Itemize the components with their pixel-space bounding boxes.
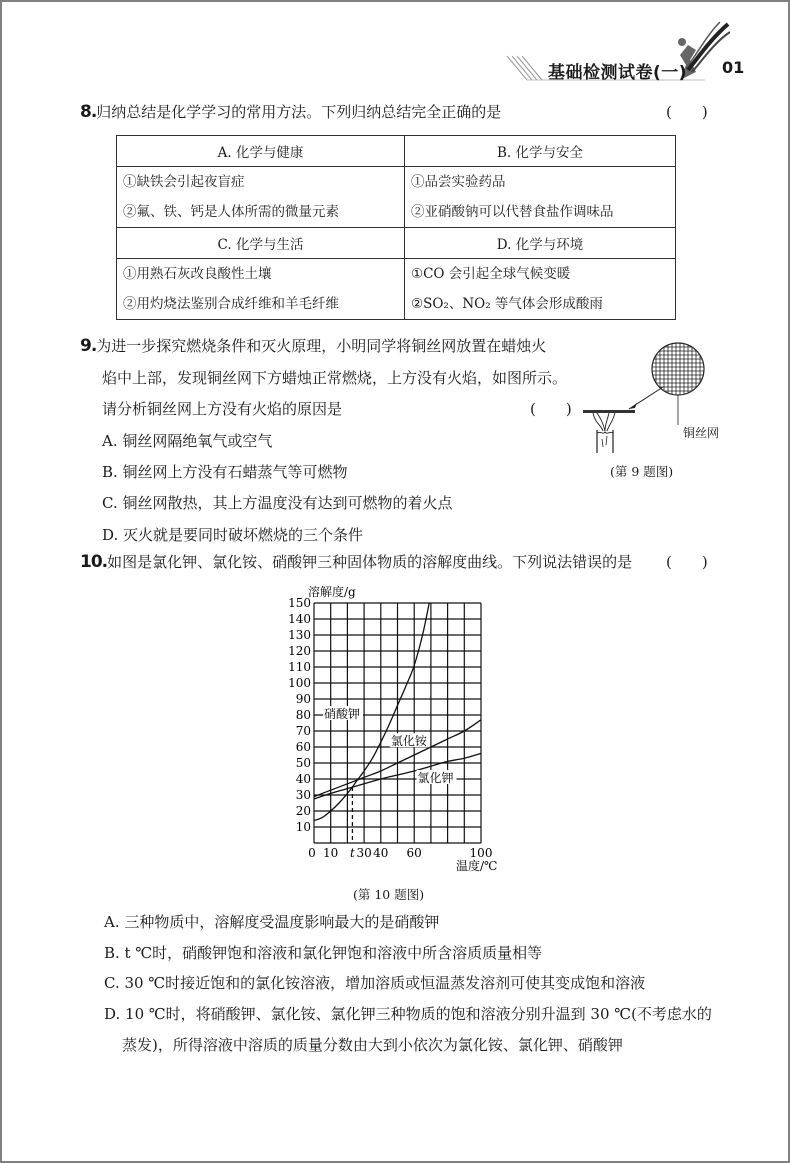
q8-cell-heading: B. 化学与安全 bbox=[404, 136, 675, 167]
q10-option-c[interactable]: C. 30 ℃时接近饱和的氯化铵溶液，增加溶质或恒温蒸发溶剂可使其变成饱和溶液 bbox=[104, 974, 646, 992]
copper-mesh-icon bbox=[651, 341, 708, 399]
q9-mesh-label: 铜丝网 bbox=[683, 426, 720, 440]
q8-cell bbox=[404, 259, 675, 320]
solubility-chart bbox=[270, 580, 510, 880]
q8-cell-heading: C. 化学与生活 bbox=[117, 228, 405, 259]
y-axis-label: 溶解度/g bbox=[308, 585, 356, 599]
q9-stem-text: 焰中上部，发现铜丝网下方蜡烛正常燃烧，上方没有火焰，如图所示。 bbox=[102, 369, 568, 387]
q8-cell-item: ②亚硝酸钠可以代替食盐作调味品 bbox=[410, 204, 614, 220]
q9-stem-line bbox=[80, 336, 546, 356]
y-tick-label: 90 bbox=[295, 692, 311, 706]
q10-option-d-continued: 蒸发)，所得溶液中溶质的质量分数由大到小依次为氯化铵、氯化钾、硝酸钾 bbox=[122, 1036, 623, 1054]
y-tick-label: 50 bbox=[295, 756, 311, 770]
q8-stem-line bbox=[80, 102, 501, 122]
q8-table-header-row bbox=[117, 136, 676, 167]
chart-grid bbox=[314, 603, 481, 843]
q10-number: 10. bbox=[80, 552, 108, 572]
q10-answer-blank[interactable]: ( ) bbox=[666, 553, 708, 571]
q8-cell-item: ①CO 会引起全球气候变暖 bbox=[410, 266, 571, 282]
q9-number: 9. bbox=[80, 336, 97, 356]
q8-cell bbox=[117, 259, 405, 320]
y-tick-label: 150 bbox=[288, 596, 311, 610]
q9-stem-text: 为进一步探究燃烧条件和灭火原理，小明同学将铜丝网放置在蜡烛火 bbox=[96, 337, 547, 355]
x-axis-label: 温度/℃ bbox=[456, 859, 498, 873]
q8-table bbox=[116, 135, 676, 320]
y-tick-label: 100 bbox=[288, 676, 311, 690]
q8-answer-blank[interactable]: ( ) bbox=[666, 103, 708, 121]
q8-cell-heading: D. 化学与环境 bbox=[404, 228, 675, 259]
y-tick-label: 20 bbox=[295, 804, 311, 818]
q8-cell-item: ①品尝实验药品 bbox=[410, 174, 506, 190]
y-tick-label: 30 bbox=[295, 788, 311, 802]
q9-option-c[interactable]: C. 铜丝网散热，其上方温度没有达到可燃物的着火点 bbox=[102, 494, 453, 512]
q8-cell bbox=[404, 167, 675, 228]
q8-number: 8. bbox=[80, 102, 97, 122]
q9-answer-blank[interactable]: ( ) bbox=[530, 400, 572, 418]
q9-option-d[interactable]: D. 灭火就是要同时破坏燃烧的三个条件 bbox=[102, 526, 364, 544]
q9-figure-caption: (第 9 题图) bbox=[610, 464, 674, 479]
y-tick-label: 130 bbox=[288, 628, 311, 642]
q10-option-b[interactable]: B. t ℃时，硝酸钾饱和溶液和氯化钾饱和溶液中所含溶质质量相等 bbox=[104, 944, 543, 962]
x-tick-label: 30 bbox=[356, 846, 372, 860]
x-tick-label: t bbox=[349, 846, 355, 860]
series-label: 硝酸钾 bbox=[324, 707, 361, 721]
x-tick-label: 60 bbox=[406, 846, 422, 860]
q9-option-a[interactable]: A. 铜丝网隔绝氧气或空气 bbox=[102, 432, 273, 450]
x-tick-label: 40 bbox=[373, 846, 389, 860]
q8-cell-item: ①缺铁会引起夜盲症 bbox=[123, 174, 245, 190]
q10-stem-line bbox=[80, 552, 632, 572]
q8-cell-item: ②用灼烧法鉴别合成纤维和羊毛纤维 bbox=[123, 296, 339, 312]
page-number: 01 bbox=[722, 58, 745, 77]
y-tick-label: 60 bbox=[295, 740, 311, 754]
series-label: 氯化铵 bbox=[390, 734, 427, 749]
series-label: 氯化钾 bbox=[417, 771, 454, 785]
q8-cell-item: ②SO₂、NO₂ 等气体会形成酸雨 bbox=[410, 296, 603, 312]
q8-table-row bbox=[117, 167, 676, 228]
y-tick-label: 110 bbox=[288, 660, 311, 674]
y-tick-label: 120 bbox=[288, 644, 311, 658]
q10-option-a[interactable]: A. 三种物质中，溶解度受温度影响最大的是硝酸钾 bbox=[104, 913, 440, 931]
y-tick-label: 70 bbox=[295, 724, 311, 738]
x-tick-label: 0 bbox=[308, 846, 316, 860]
q10-stem: 如图是氯化钾、氯化铵、硝酸钾三种固体物质的溶解度曲线。下列说法错误的是 bbox=[107, 553, 633, 571]
x-tick-label: 100 bbox=[469, 846, 493, 860]
y-tick-label: 80 bbox=[295, 708, 311, 722]
q10-option-d[interactable]: D. 10 ℃时，将硝酸钾、氯化铵、氯化钾三种物质的饱和溶液分别升温到 30 ℃(不考虑水的 bbox=[104, 1005, 712, 1023]
q8-cell-item: ①用熟石灰改良酸性土壤 bbox=[123, 266, 272, 282]
q10-figure-caption: (第 10 题图) bbox=[353, 887, 425, 902]
header-title: 基础检测试卷(一) bbox=[548, 63, 688, 83]
q8-cell bbox=[117, 167, 405, 228]
q8-table-header-row bbox=[117, 228, 676, 259]
q9-stem-text: 请分析铜丝网上方没有火焰的原因是 bbox=[102, 400, 343, 418]
q8-cell-item: ②氟、铁、钙是人体所需的微量元素 bbox=[123, 204, 339, 220]
y-tick-label: 10 bbox=[295, 820, 311, 834]
y-tick-label: 140 bbox=[288, 612, 311, 626]
q8-table-row bbox=[117, 259, 676, 320]
candle-icon bbox=[583, 410, 635, 453]
y-tick-label: 40 bbox=[295, 772, 311, 786]
q8-stem: 归纳总结是化学学习的常用方法。下列归纳总结完全正确的是 bbox=[96, 103, 502, 121]
q8-cell-heading: A. 化学与健康 bbox=[117, 136, 405, 167]
x-tick-label: 10 bbox=[323, 846, 339, 860]
q9-option-b[interactable]: B. 铜丝网上方没有石蜡蒸气等可燃物 bbox=[102, 463, 348, 481]
